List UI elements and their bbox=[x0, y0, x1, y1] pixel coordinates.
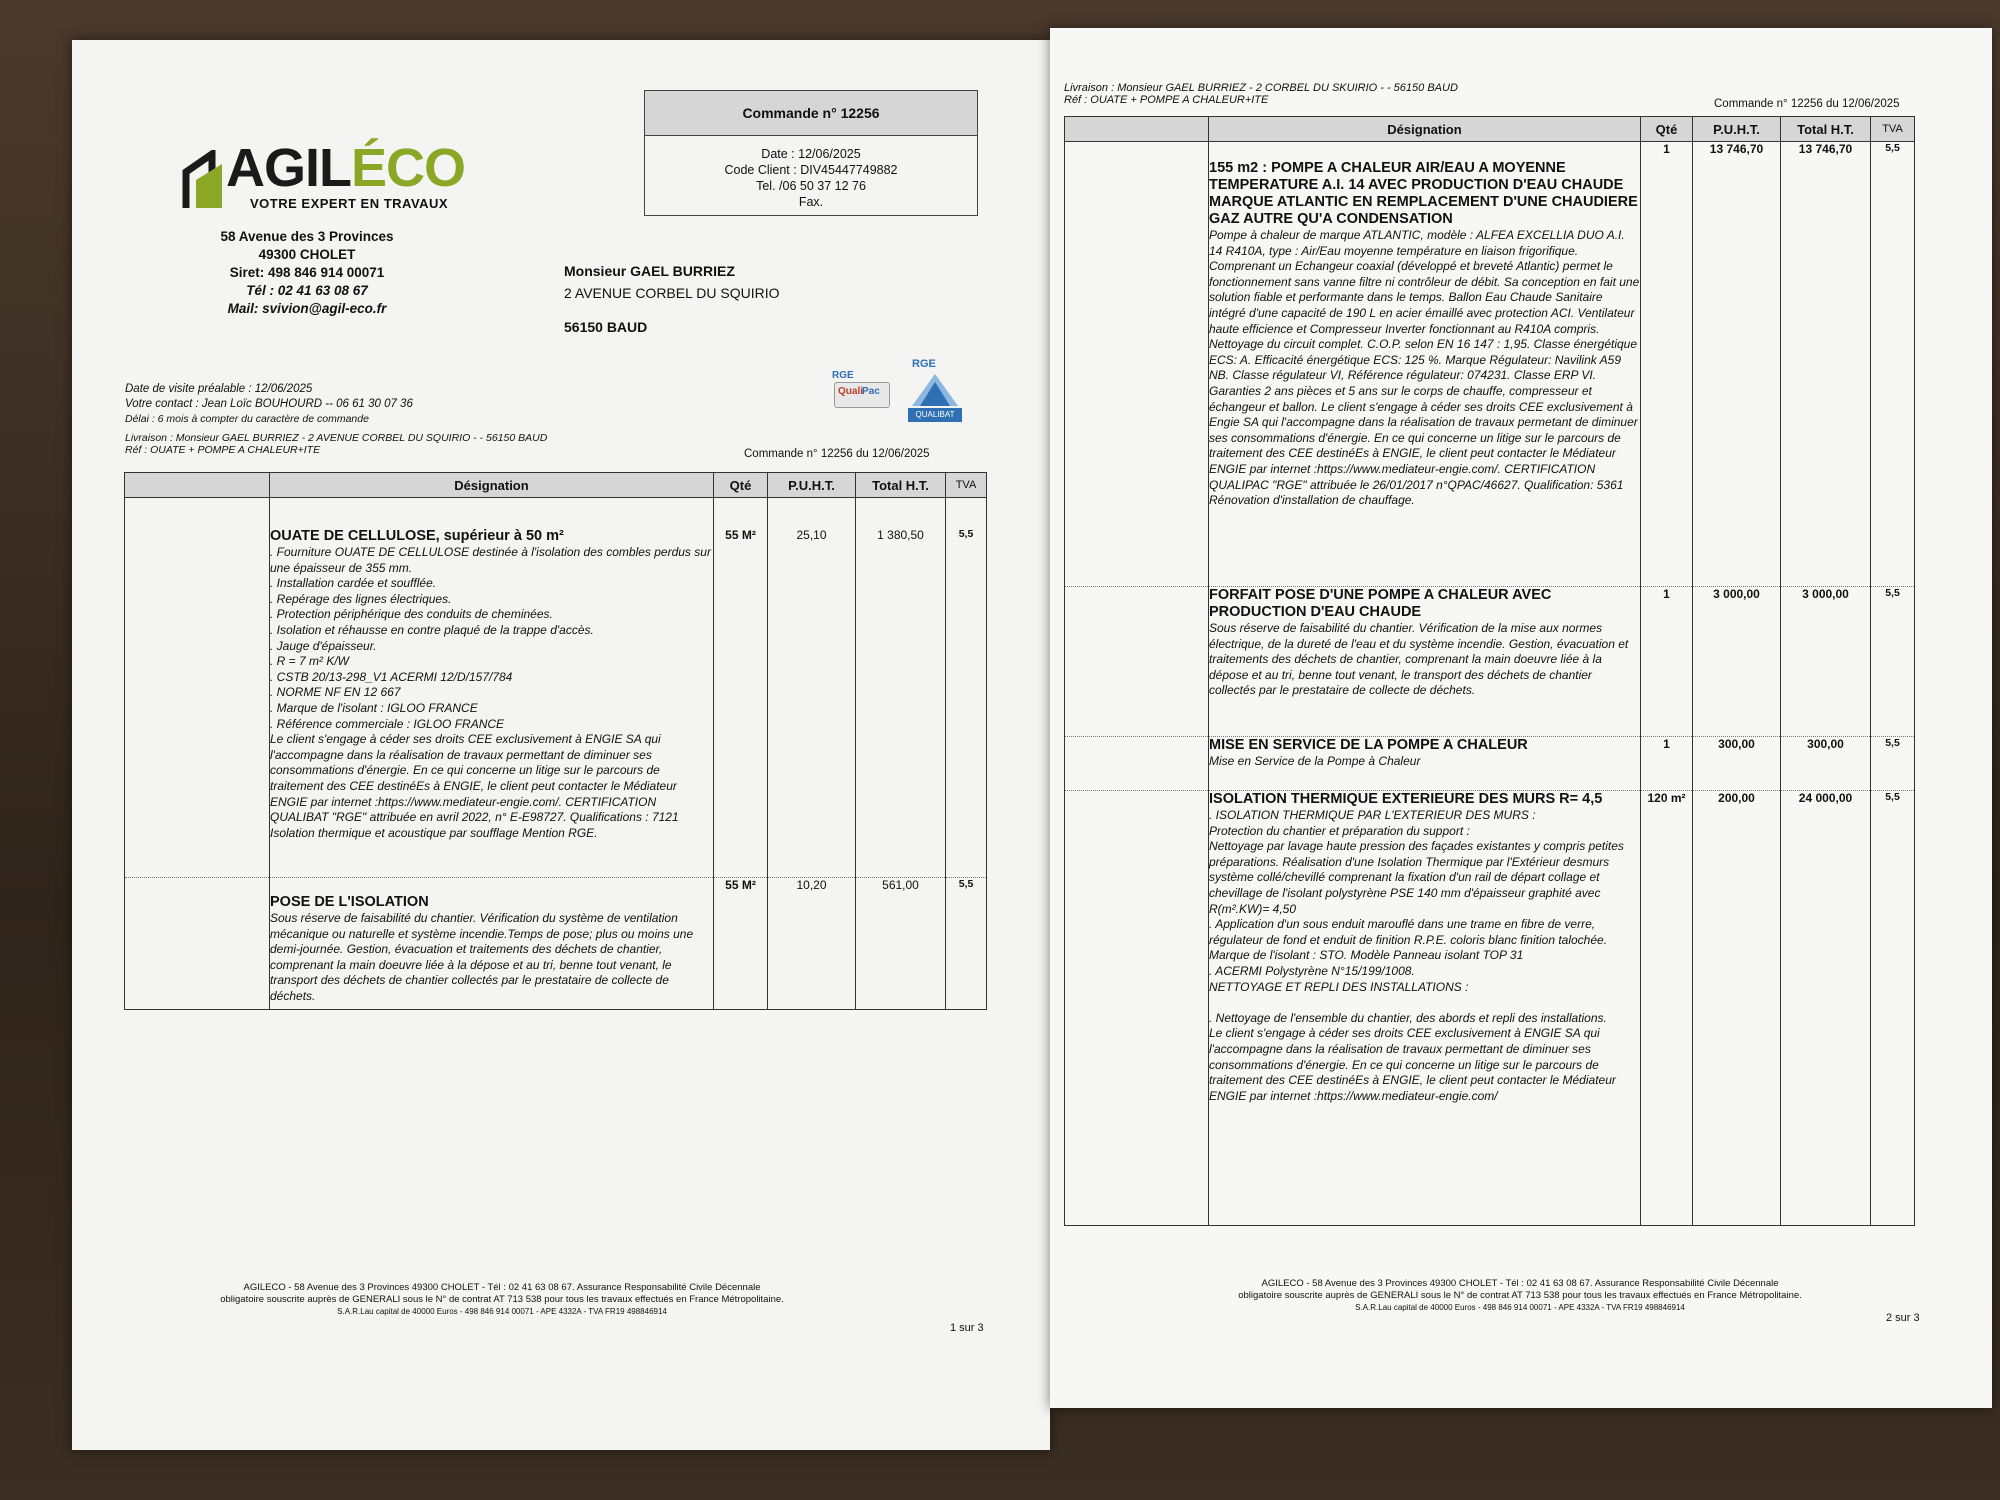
page-number: 2 sur 3 bbox=[1886, 1312, 1920, 1324]
visit-info bbox=[125, 382, 725, 427]
items-table-page-2 bbox=[1064, 116, 1915, 1226]
company-tel: Tél : 02 41 63 08 67 bbox=[246, 283, 368, 298]
item-title: OUATE DE CELLULOSE, supérieur à 50 m² bbox=[270, 528, 564, 544]
delivery-line: Livraison : Monsieur GAEL BURRIEZ - 2 CORBEL DU SKUIRIO - - 56150 BAUD bbox=[1064, 82, 1458, 94]
reference-line: Réf : OUATE + POMPE A CHALEUR+ITE bbox=[1064, 94, 1269, 106]
designation-header: Désignation bbox=[270, 473, 714, 498]
table-header bbox=[125, 473, 987, 498]
order-details bbox=[645, 136, 977, 212]
item-unit-price: 25,10 bbox=[768, 498, 856, 878]
blank-header bbox=[125, 473, 270, 498]
order-reference: Commande n° 12256 du 12/06/2025 bbox=[744, 448, 930, 460]
company-block bbox=[202, 228, 412, 318]
total-header: Total H.T. bbox=[856, 473, 946, 498]
item-qty: 1 bbox=[1641, 587, 1693, 737]
delivery-info bbox=[1064, 82, 1458, 106]
item-total: 300,00 bbox=[1781, 737, 1871, 791]
item-unit-price: 3 000,00 bbox=[1693, 587, 1781, 737]
item-tva: 5,5 bbox=[1871, 791, 1915, 1226]
item-total: 561,00 bbox=[856, 878, 946, 1010]
client-name: Monsieur GAEL BURRIEZ bbox=[564, 263, 735, 279]
item-unit-price: 300,00 bbox=[1693, 737, 1781, 791]
table-row bbox=[125, 498, 987, 878]
item-unit-price: 10,20 bbox=[768, 878, 856, 1010]
client-block bbox=[564, 260, 884, 338]
item-tva: 5,5 bbox=[1871, 737, 1915, 791]
delivery-info bbox=[125, 432, 665, 456]
company-siret: Siret: 498 846 914 00071 bbox=[229, 265, 385, 280]
item-title: 155 m2 : POMPE A CHALEUR AIR/EAU A MOYENNE TEMPERATURE A.I. 14 AVEC PRODUCTION D'EAU CHAUDE MARQUE ATLANTIC EN REMPLACEMENT D'UNE CHAUDIERE GAZ AUTRE QU'A CONDENSATION bbox=[1209, 160, 1638, 227]
item-unit-price: 13 746,70 bbox=[1693, 142, 1781, 587]
item-description: Pompe à chaleur de marque ATLANTIC, modèle : ALFEA EXCELLIA DUO A.I. 14 R410A, type : Air/Eau moyenne température en liaison frigorifique. Comprenant un Echangeur coaxial (développé et breveté Atlantic) permet le fonctionnement sans vanne filtre ni contrôleur de débit. Sa conception en fait une solution fiable et performante dans le temps. Ballon Eau Chaude Sanitaire intégré d'une capacité de 190 L en acier émaillé avec protection ACI. Ventilateur haute efficience et Compresseur Inverter fonctionnant au R410A compris. Nettoyage du circuit complet. C.O.P. selon EN 16 147 : 1,95. Classe énergétique ECS: A. Efficacité énergétique ECS: 125 %. Marque Régulateur: Navilink A59 NB. Classe régulateur VI, Référence régulateur: 074231. Classe ERP VI. Garanties 2 ans pièces et 5 ans sur le corps de chauffe, compresseur et échangeur et ballon. Le client s'engage à céder ses droits CEE exclusivement à Engie SA qui l'accompagne dans la réalisation de travaux permetant de diminuer ses consommations d'énergie. En ce qui concerne un litige sur le parcours de traitement des CEE destinéEs à ENGIE, le client peut contacter le Médiateur ENGIE par internet :https://www.mediateur-engie.com/. CERTIFICATION QUALIPAC "RGE" attribuée le 26/01/2017 n°QPAC/46627. Qualification: 5361 Rénovation d'installation de chauffage. bbox=[1209, 228, 1640, 508]
table-row bbox=[1065, 791, 1915, 1226]
logo-tagline: VOTRE EXPERT EN TRAVAUX bbox=[250, 196, 449, 211]
qty-header: Qté bbox=[1641, 117, 1693, 142]
item-qty: 1 bbox=[1641, 142, 1693, 587]
qualipac-badge: RGE Quali Pac bbox=[832, 370, 892, 412]
client-fax: Fax. bbox=[798, 195, 824, 209]
invoice-page-1 bbox=[72, 40, 1050, 1450]
delivery-line: Livraison : Monsieur GAEL BURRIEZ - 2 AVENUE CORBEL DU SQUIRIO - - 56150 BAUD bbox=[125, 432, 548, 444]
item-tva: 5,5 bbox=[1871, 142, 1915, 587]
visit-date: Date de visite préalable : 12/06/2025 bbox=[125, 383, 313, 395]
invoice-page-2 bbox=[1050, 28, 1992, 1408]
item-title: MISE EN SERVICE DE LA POMPE A CHALEUR bbox=[1209, 737, 1528, 753]
reference-line: Réf : OUATE + POMPE A CHALEUR+ITE bbox=[125, 444, 321, 456]
house-logo-icon bbox=[182, 150, 228, 210]
item-qty: 55 M² bbox=[714, 498, 768, 878]
table-row bbox=[1065, 737, 1915, 791]
tva-header: TVA bbox=[1871, 117, 1915, 142]
client-code: Code Client : DIV45447749882 bbox=[724, 163, 898, 177]
client-tel: Tel. /06 50 37 12 76 bbox=[756, 179, 866, 193]
table-header bbox=[1065, 117, 1915, 142]
client-street: 2 AVENUE CORBEL DU SQUIRIO bbox=[564, 285, 780, 301]
item-description: Sous réserve de faisabilité du chantier. Vérification de la mise aux normes électrique, de la dureté de l'eau et du système incendie. Gestion, évacuation et traitements des déchets de chantier, comprenant la main doeuvre liée à la dépose et au tri, benne tout venant, le transport des déchets de chantier collectés par le prestataire de collecte de déchets. bbox=[1209, 621, 1629, 698]
item-total: 3 000,00 bbox=[1781, 587, 1871, 737]
client-city: 56150 BAUD bbox=[564, 319, 648, 335]
item-description: . ISOLATION THERMIQUE PAR L'EXTERIEUR DES MURS : Protection du chantier et préparation du support : Nettoyage par lavage haute pression des façades existantes y compris petites préparations. Réalisation d'une Isolation Thermique par l'Extérieur desmurs système collé/chevillé comprenant la fixation d'un rail de départ collage et chevillage de l'isolant polystyrène PSE 140 mm d'épaisseur graphité avec R(m².KW)= 4,50 . Application d'un sous enduit marouflé dans une trame en fibre de verre, régulateur de fond et enduit de finition R.P.E. coloris blanc finition talochée. Marque de l'isolant : STO. Modèle Panneau isolant TOP 31 . ACERMI Polystyrène N°15/199/1008. NETTOYAGE ET REPLI DES INSTALLATIONS : . Nettoyage de l'ensemble du chantier, des abords et repli des installations. Le client s'engage à céder ses droits CEE exclusivement à ENGIE SA qui l'accompagne dans la réalisation de travaux permettant de diminuer ses consommations d'énergie. En ce qui concerne un litige sur le parcours de traitement des CEE destinéEs à ENGIE, le client peut contacter le Médiateur ENGIE par internet :https://www.mediateur-engie.com/ bbox=[1209, 808, 1624, 1103]
unit-price-header: P.U.H.T. bbox=[1693, 117, 1781, 142]
qualibat-shape-icon bbox=[910, 372, 960, 408]
item-tva: 5,5 bbox=[946, 878, 987, 1010]
table-row bbox=[125, 878, 987, 1010]
order-title: Commande n° 12256 bbox=[645, 91, 977, 136]
contact-line: Votre contact : Jean Loïc BOUHOURD -- 06 61 30 07 36 bbox=[125, 398, 413, 410]
item-total: 13 746,70 bbox=[1781, 142, 1871, 587]
page-footer: AGILECO - 58 Avenue des 3 Provinces 49300 CHOLET - Tél : 02 41 63 08 67. Assurance Responsabilité Civile Décennale obligatoire souscrite auprès de GENERALI sous le N° de contrat AT 713 538 pour tous les travaux effectués en France Métropolitaine. S.A.R.Lau capital de 40000 Euros - 498 846 914 00071 - APE 4332A - TVA FR19 498846914 bbox=[1238, 1278, 1802, 1312]
item-description: Sous réserve de faisabilité du chantier. Vérification du système de ventilation mécanique ou naturelle et système incendie.Temps de pose; plus ou moins une demi-journée. Gestion, évacuation et traitements des déchets de chantier, comprenant la main doeuvre liée à la dépose et au tri, benne tout venant, le transport des déchets de chantier collectés par le prestataire de collecte de déchets. bbox=[270, 911, 694, 1003]
item-total: 1 380,50 bbox=[856, 498, 946, 878]
table-row bbox=[1065, 587, 1915, 737]
table-row bbox=[1065, 142, 1915, 587]
item-qty: 1 bbox=[1641, 737, 1693, 791]
total-header: Total H.T. bbox=[1781, 117, 1871, 142]
page-number: 1 sur 3 bbox=[950, 1322, 984, 1334]
qty-header: Qté bbox=[714, 473, 768, 498]
item-unit-price: 200,00 bbox=[1693, 791, 1781, 1226]
qualibat-badge: RGE QUALIBAT bbox=[908, 358, 964, 424]
item-tva: 5,5 bbox=[946, 498, 987, 878]
item-qty: 55 M² bbox=[714, 878, 768, 1010]
item-description: . Fourniture OUATE DE CELLULOSE destinée à l'isolation des combles perdus sur une épaisseur de 355 mm. . Installation cardée et soufflée. . Repérage des lignes électriques. . Protection périphérique des conduits de cheminées. . Isolation et réhausse en contre plaqué de la trappe d'accès. . Jauge d'épaisseur. . R = 7 m² K/W . CSTB 20/13-298_V1 ACERMI 12/D/157/784 . NORME NF EN 12 667 . Marque de l'isolant : IGLOO FRANCE . Référence commerciale : IGLOO FRANCE Le client s'engage à céder ses droits CEE exclusivement à ENGIE SA qui l'accompagne dans la réalisation de travaux permettant de diminuer ses consommations d'énergie. En ce qui concerne un litige sur le parcours de traitement des CEE destinéEs à ENGIE, le client peut contacter le Médiateur ENGIE par internet :https://www.mediateur-engie.com/. CERTIFICATION QUALIBAT "RGE" attribuée en avril 2022, n° E-E98727. Qualifications : 7121 Isolation thermique et acoustique par soufflage Mention RGE. bbox=[270, 545, 711, 840]
company-address: 58 Avenue des 3 Provinces bbox=[220, 229, 394, 244]
company-mail: Mail: svivion@agil-eco.fr bbox=[227, 301, 387, 316]
unit-price-header: P.U.H.T. bbox=[768, 473, 856, 498]
blank-header bbox=[1065, 117, 1209, 142]
delay-line: Délai : 6 mois à compter du caractère de commande bbox=[125, 413, 369, 425]
item-title: FORFAIT POSE D'UNE POMPE A CHALEUR AVEC PRODUCTION D'EAU CHAUDE bbox=[1209, 587, 1552, 620]
item-title: ISOLATION THERMIQUE EXTERIEURE DES MURS R= 4,5 bbox=[1209, 791, 1603, 807]
order-date: Date : 12/06/2025 bbox=[761, 147, 861, 161]
company-city: 49300 CHOLET bbox=[258, 247, 356, 262]
logo-wordmark: AGILÉCO bbox=[226, 138, 466, 198]
item-title: POSE DE L'ISOLATION bbox=[270, 894, 429, 910]
tva-header: TVA bbox=[946, 473, 987, 498]
item-total: 24 000,00 bbox=[1781, 791, 1871, 1226]
order-box bbox=[644, 90, 978, 216]
item-tva: 5,5 bbox=[1871, 587, 1915, 737]
order-reference: Commande n° 12256 du 12/06/2025 bbox=[1714, 98, 1900, 110]
item-description: Mise en Service de la Pompe à Chaleur bbox=[1209, 754, 1421, 768]
item-qty: 120 m² bbox=[1641, 791, 1693, 1226]
page-footer: AGILECO - 58 Avenue des 3 Provinces 49300 CHOLET - Tél : 02 41 63 08 67. Assurance Responsabilité Civile Décennale obligatoire souscrite auprès de GENERALI sous le N° de contrat AT 713 538 pour tous les travaux effectués en France Métropolitaine. S.A.R.Lau capital de 40000 Euros - 498 846 914 00071 - APE 4332A - TVA FR19 498846914 bbox=[220, 1282, 784, 1316]
designation-header: Désignation bbox=[1209, 117, 1641, 142]
company-logo bbox=[182, 138, 466, 220]
items-table-page-1 bbox=[124, 472, 987, 1010]
